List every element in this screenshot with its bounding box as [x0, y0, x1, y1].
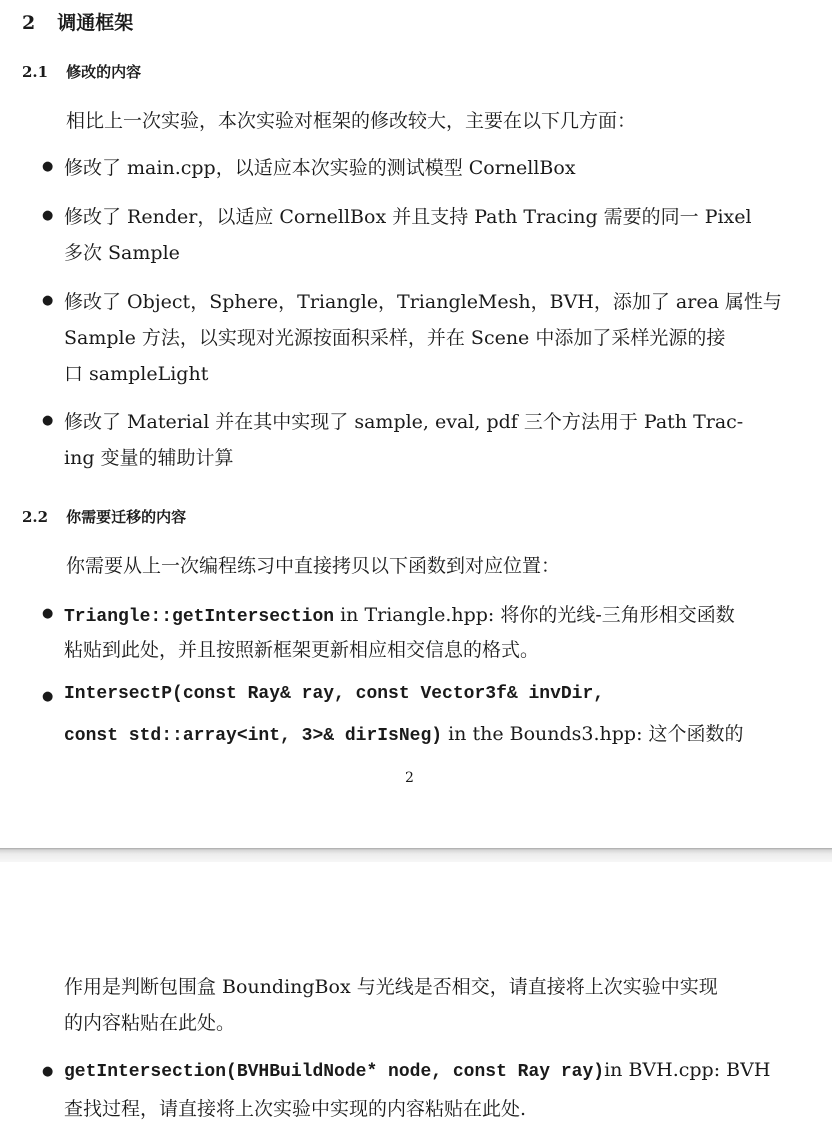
- list-item-line: 粘贴到此处，并且按照新框架更新相应相交信息的格式。: [64, 639, 540, 661]
- list-item-line: [64, 719, 744, 746]
- list-item-line: 修改了 Object，Sphere，Triangle，TriangleMesh，BVH，添加了 area 属性与: [64, 291, 782, 313]
- list-item-text: in the Bounds3.hpp: 这个函数的: [442, 723, 744, 745]
- list-item-line: 修改了 main.cpp，以适应本次实验的测试模型 CornellBox: [64, 157, 576, 179]
- continuation-line: 作用是判断包围盒 BoundingBox 与光线是否相交，请直接将上次实验中实现: [64, 976, 718, 998]
- code-snippet: IntersectP(const Ray& ray, const Vector3f& invDir,: [64, 684, 605, 704]
- list-item-line: 查找过程，请直接将上次实验中实现的内容粘贴在此处.: [64, 1098, 527, 1120]
- section-title: 调通框架: [57, 12, 134, 34]
- subsection-heading-2-2: [22, 506, 186, 527]
- list-item-line: ing 变量的辅助计算: [64, 447, 234, 469]
- subsection-number: 2.2: [22, 508, 49, 526]
- page-number: 2: [405, 770, 414, 786]
- bullet-icon: ●: [42, 606, 54, 621]
- bullet-icon: ●: [42, 413, 54, 428]
- continuation-line: 的内容粘贴在此处。: [64, 1012, 236, 1034]
- subsection-title: 你需要迁移的内容: [66, 508, 187, 526]
- code-snippet: getIntersection(BVHBuildNode* node, const Ray ray): [64, 1062, 605, 1082]
- intro-paragraph: 你需要从上一次编程练习中直接拷贝以下函数到对应位置：: [66, 555, 561, 577]
- list-item-text: in BVH.cpp: BVH: [604, 1059, 771, 1081]
- bullet-icon: ●: [42, 689, 54, 704]
- subsection-title: 修改的内容: [66, 63, 142, 81]
- bullet-icon: ●: [42, 293, 54, 308]
- list-item-line: Sample 方法，以实现对光源按面积采样，并在 Scene 中添加了采样光源的接: [64, 327, 726, 349]
- document-page-3: [0, 862, 832, 1130]
- list-item-line: 口 sampleLight: [64, 363, 209, 385]
- bullet-icon: ●: [42, 208, 54, 223]
- code-snippet: const std::array<int, 3>& dirIsNeg): [64, 726, 443, 746]
- subsection-number: 2.1: [22, 63, 49, 81]
- list-item-line: [64, 1059, 770, 1082]
- bullet-icon: ●: [42, 1064, 54, 1079]
- list-item-line: 修改了 Material 并在其中实现了 sample, eval, pdf 三个方法用于 Path Trac-: [64, 411, 744, 433]
- list-item-line: 修改了 Render，以适应 CornellBox 并且支持 Path Tracing 需要的同一 Pixel: [64, 206, 752, 228]
- bullet-icon: ●: [42, 159, 54, 174]
- intro-paragraph: 相比上一次实验，本次实验对框架的修改较大，主要在以下几方面：: [66, 110, 637, 132]
- section-heading: [22, 8, 133, 35]
- list-item-text: in Triangle.hpp: 将你的光线-三角形相交函数: [334, 604, 735, 626]
- code-snippet: Triangle::getIntersection: [64, 607, 335, 627]
- list-item-line: 多次 Sample: [64, 242, 180, 264]
- page-separator: [0, 848, 832, 862]
- section-number: 2: [22, 12, 36, 34]
- subsection-heading-2-1: [22, 61, 141, 82]
- list-item-line: [64, 600, 735, 627]
